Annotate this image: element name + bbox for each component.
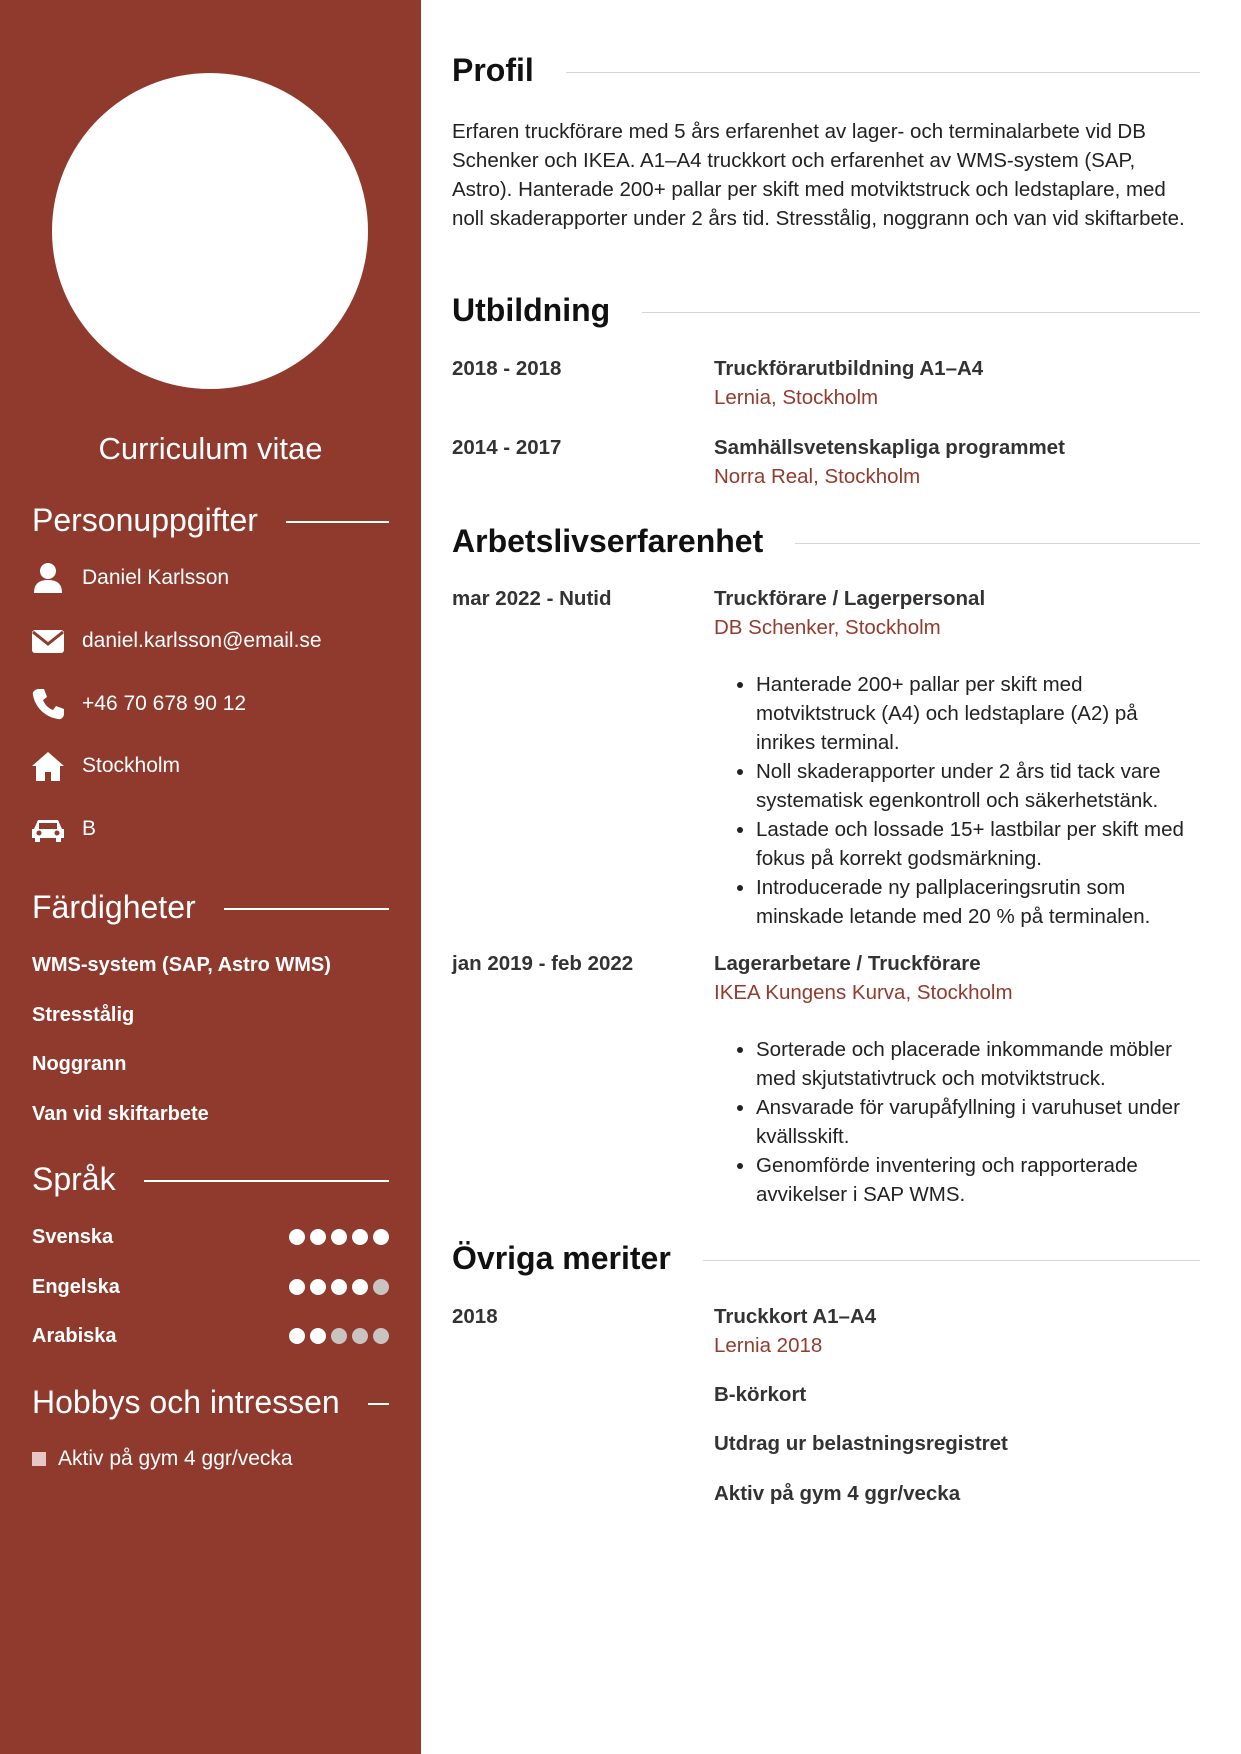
language-level-dots bbox=[289, 1279, 389, 1295]
hobbies-heading-label: Hobbys och intressen bbox=[32, 1384, 340, 1420]
experience-place: DB Schenker, Stockholm bbox=[714, 616, 941, 639]
contact-name-value: Daniel Karlsson bbox=[82, 566, 230, 589]
merits-heading-label: Övriga meriter bbox=[452, 1240, 671, 1276]
merit-item: B-körkort bbox=[714, 1383, 807, 1406]
heading-rule bbox=[566, 72, 1200, 73]
experience-entry bbox=[714, 584, 1200, 642]
sidebar bbox=[0, 0, 421, 1754]
merit-title: Truckkort A1–A4 bbox=[714, 1305, 877, 1328]
merits-date: 2018 bbox=[452, 1305, 498, 1328]
level-dot-empty bbox=[373, 1279, 389, 1295]
experience-title: Lagerarbetare / Truckförare bbox=[714, 952, 981, 975]
experience-bullets bbox=[714, 1035, 1200, 1209]
language-level-dots bbox=[289, 1328, 389, 1344]
bullet-item: • Hanterade 200+ pallar per skift med motviktstruck (A4) och ledstaplare (A2) på inrikes terminal. bbox=[756, 670, 1200, 757]
heading-rule bbox=[642, 312, 1200, 313]
contact-phone-value[interactable]: +46 70 678 90 12 bbox=[82, 692, 247, 715]
hobby-item bbox=[32, 1447, 293, 1471]
merit-entry bbox=[714, 1302, 1200, 1360]
heading-rule bbox=[795, 543, 1200, 544]
bullet-item: • Lastade och lossade 15+ lastbilar per skift med fokus på korrekt godsmärkning. bbox=[756, 815, 1200, 873]
level-dot-empty bbox=[331, 1328, 347, 1344]
education-heading-label: Utbildning bbox=[452, 292, 611, 328]
profile-photo-placeholder bbox=[52, 73, 368, 389]
experience-bullets bbox=[714, 670, 1200, 931]
level-dot-filled bbox=[310, 1279, 326, 1295]
education-entry bbox=[714, 354, 1200, 412]
education-place: Lernia, Stockholm bbox=[714, 386, 879, 409]
envelope-icon bbox=[30, 623, 66, 659]
experience-heading-label: Arbetslivserfarenhet bbox=[452, 523, 764, 559]
education-place: Norra Real, Stockholm bbox=[714, 465, 921, 488]
contact-license-value: B bbox=[82, 817, 97, 840]
heading-rule bbox=[144, 1180, 389, 1182]
education-entry bbox=[714, 433, 1200, 491]
bullet-square-icon bbox=[32, 1452, 46, 1466]
profile-heading-label: Profil bbox=[452, 52, 534, 88]
experience-date: mar 2022 - Nutid bbox=[452, 587, 612, 610]
education-date: 2014 - 2017 bbox=[452, 436, 562, 459]
profile-text: Erfaren truckförare med 5 års erfarenhet av lager- och terminalarbete vid DB Schenker och IKEA. A1–A4 truckkort och erfarenhet av WMS-system (SAP, Astro). Hanterade 200+ pallar per skift med motviktstruck och ledstaplare, med noll skaderapporter under 2 års tid. Stresstålig, noggrann och van vid skiftarbete. bbox=[452, 120, 1185, 230]
language-level-dots bbox=[289, 1229, 389, 1245]
education-date: 2018 - 2018 bbox=[452, 357, 562, 380]
hobbies-heading bbox=[32, 1384, 389, 1421]
contact-city bbox=[30, 746, 389, 786]
language-row bbox=[32, 1272, 389, 1302]
languages-heading-label: Språk bbox=[32, 1161, 116, 1197]
experience-title: Truckförare / Lagerpersonal bbox=[714, 587, 986, 610]
heading-rule bbox=[368, 1403, 389, 1405]
contact-city-value: Stockholm bbox=[82, 754, 181, 777]
skill-item: Van vid skiftarbete bbox=[32, 1103, 209, 1125]
skill-item: Noggrann bbox=[32, 1053, 127, 1075]
heading-rule bbox=[703, 1260, 1200, 1261]
level-dot-filled bbox=[352, 1279, 368, 1295]
education-heading bbox=[452, 292, 1200, 329]
bullet-item: • Ansvarade för varupåfyllning i varuhuset under kvällsskift. bbox=[756, 1093, 1200, 1151]
bullet-item: • Sorterade och placerade inkommande möbler med skjutstativtruck och motviktstruck. bbox=[756, 1035, 1200, 1093]
bullet-item: • Genomförde inventering och rapporterade avvikelser i SAP WMS. bbox=[756, 1151, 1200, 1209]
personal-heading bbox=[32, 502, 389, 539]
bullet-item: • Noll skaderapporter under 2 års tid tack vare systematisk egenkontroll och säkerhetstänk. bbox=[756, 757, 1200, 815]
languages-heading bbox=[32, 1161, 389, 1198]
skill-item: Stresstålig bbox=[32, 1004, 135, 1026]
education-title: Truckförarutbildning A1–A4 bbox=[714, 357, 984, 380]
personal-heading-label: Personuppgifter bbox=[32, 502, 258, 538]
level-dot-empty bbox=[373, 1328, 389, 1344]
education-title: Samhällsvetenskapliga programmet bbox=[714, 436, 1065, 459]
level-dot-filled bbox=[331, 1229, 347, 1245]
heading-rule bbox=[286, 521, 389, 523]
experience-entry bbox=[714, 949, 1200, 1007]
contact-phone bbox=[30, 684, 389, 724]
merit-subtitle: Lernia 2018 bbox=[714, 1334, 823, 1357]
level-dot-filled bbox=[352, 1229, 368, 1245]
contact-name bbox=[30, 558, 389, 598]
phone-icon bbox=[30, 686, 66, 722]
merit-item: Aktiv på gym 4 ggr/vecka bbox=[714, 1482, 961, 1505]
language-name: Arabiska bbox=[32, 1324, 117, 1347]
level-dot-filled bbox=[310, 1328, 326, 1344]
profile-heading bbox=[452, 52, 1200, 89]
car-icon bbox=[30, 811, 66, 847]
person-icon bbox=[30, 560, 66, 596]
language-row bbox=[32, 1222, 389, 1252]
level-dot-empty bbox=[352, 1328, 368, 1344]
heading-rule bbox=[224, 908, 389, 910]
experience-place: IKEA Kungens Kurva, Stockholm bbox=[714, 981, 1013, 1004]
language-name: Engelska bbox=[32, 1275, 120, 1298]
level-dot-filled bbox=[289, 1229, 305, 1245]
contact-license bbox=[30, 809, 389, 849]
bullet-item: • Introducerade ny pallplaceringsrutin som minskade letande med 20 % på terminalen. bbox=[756, 873, 1200, 931]
level-dot-filled bbox=[331, 1279, 347, 1295]
skills-heading bbox=[32, 889, 389, 926]
hobby-item-label: Aktiv på gym 4 ggr/vecka bbox=[58, 1447, 293, 1470]
contact-email bbox=[30, 621, 389, 661]
experience-date: jan 2019 - feb 2022 bbox=[452, 952, 634, 975]
contact-email-value[interactable]: daniel.karlsson@email.se bbox=[82, 629, 322, 652]
level-dot-filled bbox=[289, 1328, 305, 1344]
main-content bbox=[452, 0, 1200, 1754]
language-name: Svenska bbox=[32, 1225, 114, 1248]
skill-item: WMS-system (SAP, Astro WMS) bbox=[32, 954, 331, 976]
level-dot-filled bbox=[289, 1279, 305, 1295]
merits-heading bbox=[452, 1240, 1200, 1277]
experience-heading bbox=[452, 523, 1200, 560]
level-dot-filled bbox=[310, 1229, 326, 1245]
cv-title: Curriculum vitae bbox=[98, 431, 323, 466]
home-icon bbox=[30, 748, 66, 784]
level-dot-filled bbox=[373, 1229, 389, 1245]
language-row bbox=[32, 1321, 389, 1351]
skills-heading-label: Färdigheter bbox=[32, 889, 196, 925]
merit-item: Utdrag ur belastningsregistret bbox=[714, 1432, 1008, 1455]
